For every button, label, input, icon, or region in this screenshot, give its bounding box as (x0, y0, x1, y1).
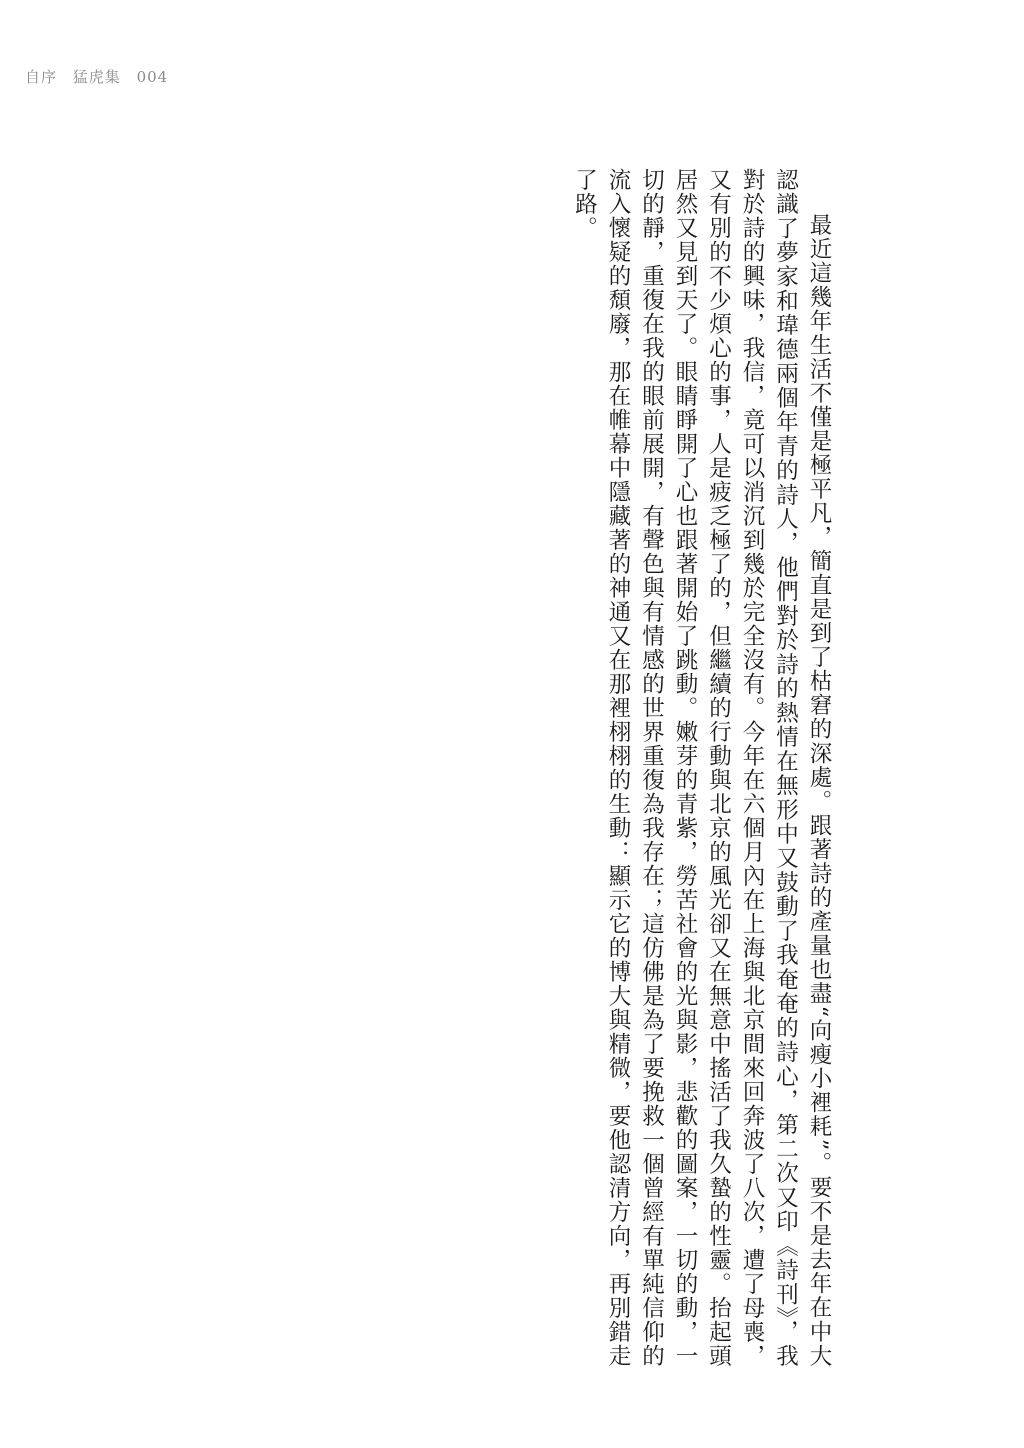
running-head (25, 66, 168, 87)
running-head-book-title: 猛虎集 (72, 68, 121, 86)
vertical-text-block (545, 168, 835, 1368)
body-paragraph: 最近這幾年生活不僅是極平凡，簡直是到了枯窘的深處。跟著詩的產量也盡“向瘦小裡耗”。要不是去年在中大認識了夢家和瑋德兩個年青的詩人，他們對於詩的熱情在無形中又鼓動了我奄奄的詩心，第二次又印《詩刊》，我對於詩的興味，我信，竟可以消沉到幾於完全沒有。今年在六個月內在上海與北京間來回奔波了八次，遭了母喪，又有別的不少煩心的事，人是疲乏極了的，但繼續的行動與北京的風光卻又在無意中搖活了我久蟄的性靈。抬起頭居然又見到天了。眼睛睜開了心也跟著開始了跳動。嫩芽的青紫，勞苦社會的光與影，悲歡的圖案，一切的動，一切的靜，重復在我的眼前展開，有聲色與有情感的世界重復為我存在；這仿佛是為了要挽救一個曾經有單純信仰的流入懷疑的頹廢，那在帷幕中隱藏著的神通又在那裡栩栩的生動：顯示它的博大與精微，要他認清方向，再別錯走了路。 (571, 168, 832, 1368)
running-head-page-number: 004 (136, 68, 169, 86)
running-head-section: 自序 (25, 68, 58, 86)
